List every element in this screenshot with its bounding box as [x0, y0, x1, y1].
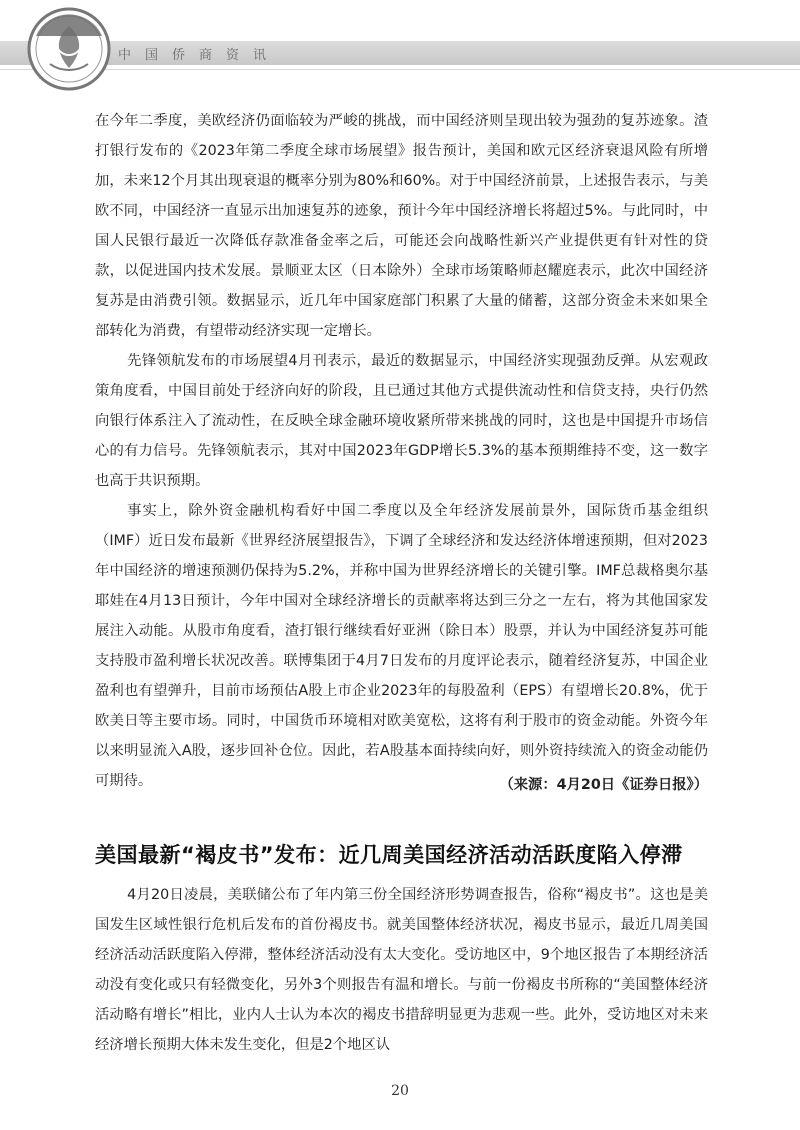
paragraph: 先锋领航发布的市场展望4月刊表示，最近的数据显示，中国经济实现强劲反弹。从宏观政策角度看，中国目前处于经济向好的阶段，且已通过其他方式提供流动性和信贷支持，央行仍然向银行体系注入了流动性，在反映全球金融环境收紧所带来挑战的同时，这也是中国提升市场信心的有力信号。先锋领航表示，其对中国2023年GDP增长5.3%的基本预期维持不变，这一数字也高于共识预期。 — [95, 353, 708, 489]
header-title: 中国侨商资讯 — [118, 48, 281, 63]
page-number: 20 — [391, 1083, 409, 1099]
paragraph: 在今年二季度，美欧经济仍面临较为严峻的挑战，而中国经济则呈现出较为强劲的复苏迹象。渣打银行发布的《2023年第二季度全球市场展望》报告预计，美国和欧元区经济衰退风险有所增加，未来12个月其出现衰退的概率分别为80%和60%。对于中国经济前景，上述报告表示，与美欧不同，中国经济一直显示出加速复苏的迹象，预计今年中国经济增长将超过5%。与此同时，中国人民银行最近一次降低存款准备金率之后，可能还会向战略性新兴产业提供更有针对性的贷款，以促进国内技术发展。景顺亚太区（日本除外）全球市场策略师赵耀庭表示，此次中国经济复苏是由消费引领。数据显示，近几年中国家庭部门积累了大量的储蓄，这部分资金未来如果全部转化为消费，有望带动经济实现一定增长。 — [95, 113, 708, 339]
source-citation: （来源：4月20日《证券日报》） — [499, 777, 708, 793]
article-body — [95, 880, 708, 1060]
section-title: 美国最新“褐皮书”发布：近几周美国经济活动活跃度陷入停滞 — [95, 843, 683, 867]
paragraph: 4月20日凌晨，美联储公布了年内第三份全国经济形势调查报告，俗称“褐皮书”。这也是美国发生区域性银行危机后发布的首份褐皮书。就美国整体经济状况，褐皮书显示，最近几周美国经济活动活跃度陷入停滞，整体经济活动没有太大变化。受访地区中，9个地区报告了本期经济活动没有变化或只有轻微变化，另外3个则报告有温和增长。与前一份褐皮书所称的“美国整体经济活动略有增长”相比，业内人士认为本次的褐皮书措辞明显更为悲观一些。此外，受访地区对未来经济增长预期大体未发生变化，但是2个地区认 — [95, 887, 708, 1053]
article-body — [95, 106, 708, 796]
paragraph: 事实上，除外资金融机构看好中国二季度以及全年经济发展前景外，国际货币基金组织（IMF）近日发布最新《世界经济展望报告》，下调了全球经济和发达经济体增速预期，但对2023年中国经济的增速预测仍保持为5.2%，并称中国为世界经济增长的关键引擎。IMF总裁格奥尔基耶娃在4月13日预计，今年中国对全球经济增长的贡献率将达到三分之一左右，将为其他国家发展注入动能。从股市角度看，渣打银行继续看好亚洲（除日本）股票，并认为中国经济复苏可能支持股市盈利增长状况改善。联博集团于4月7日发布的月度评论表示，随着经济复苏，中国企业盈利也有望弹升，目前市场预估A股上市企业2023年的每股盈利（EPS）有望增长20.8%，优于欧美日等主要市场。同时，中国货币环境相对欧美宽松，这将有利于股市的资金动能。外资今年以来明显流入A股，逐步回补仓位。因此，若A股基本面持续向好，则外资持续流入的资金动能仍可期待。 — [95, 503, 708, 789]
org-logo — [26, 6, 112, 92]
